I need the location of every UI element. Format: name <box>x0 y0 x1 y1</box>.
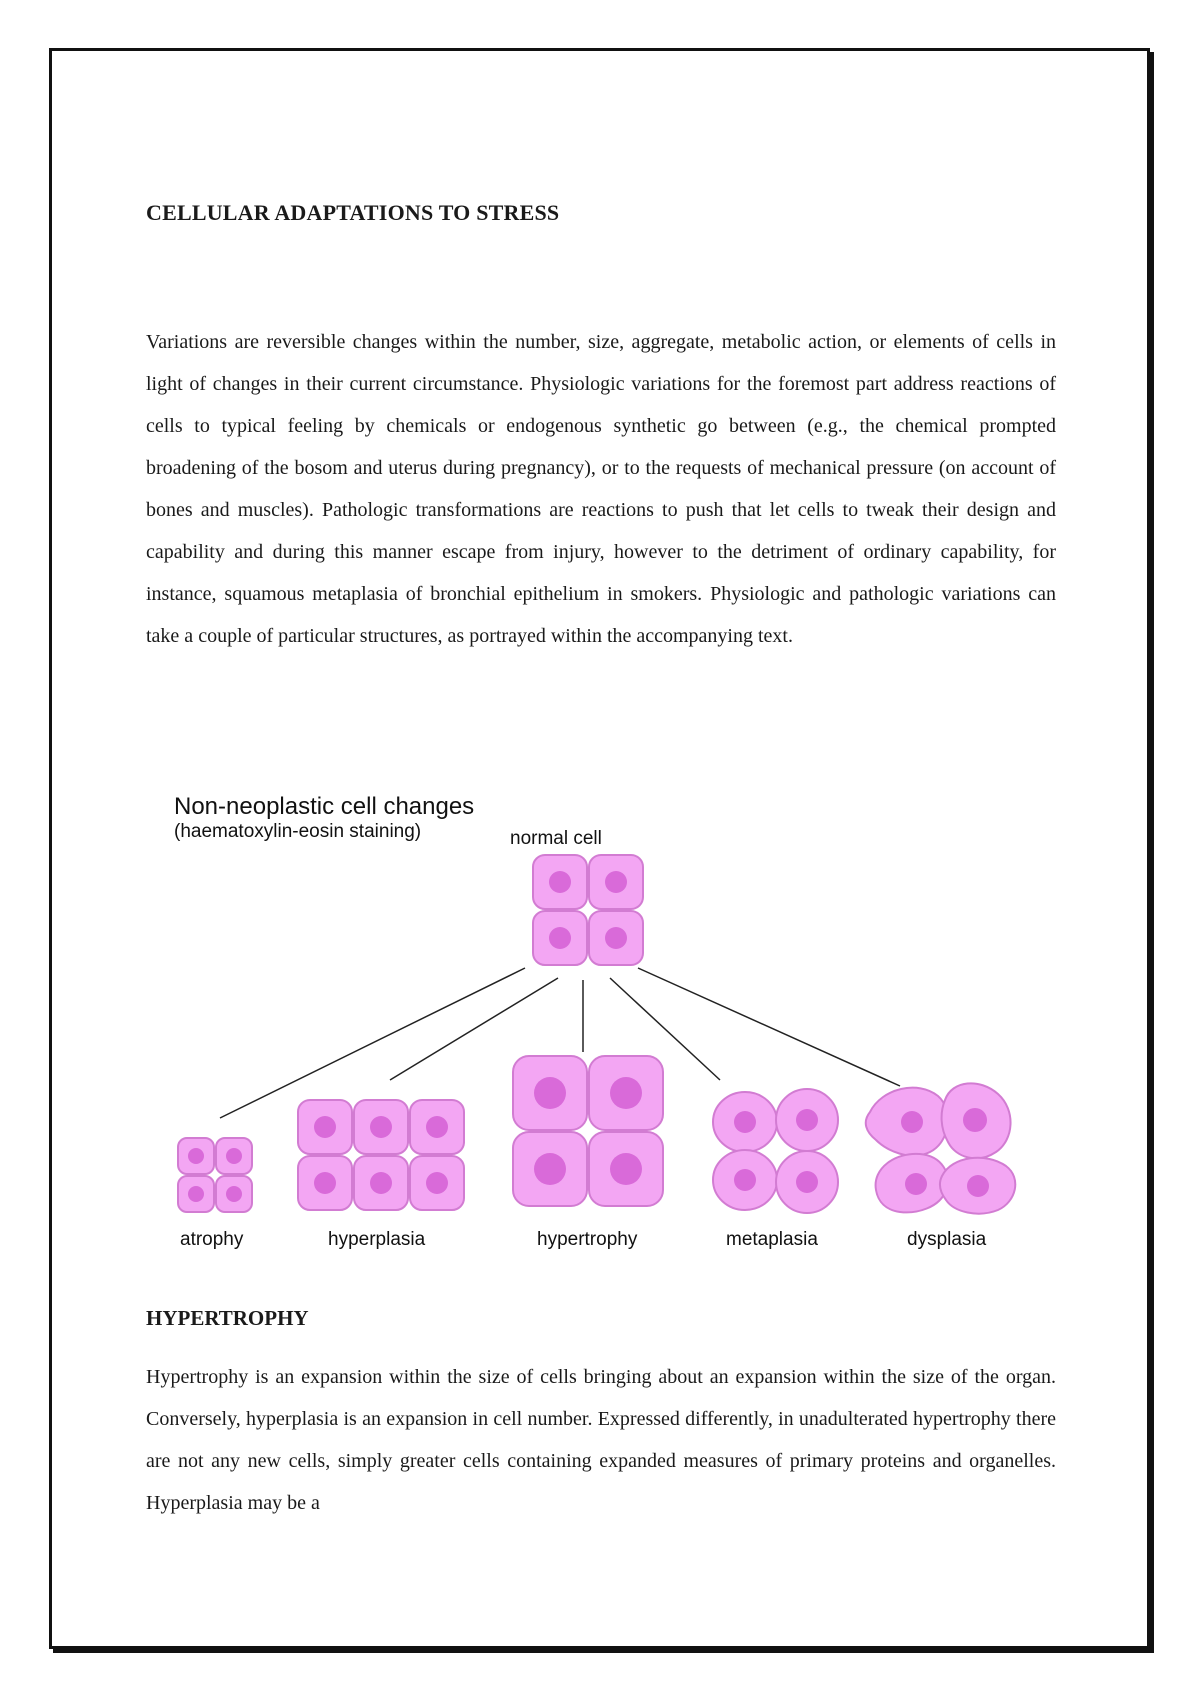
figure-subtitle: (haematoxylin-eosin staining) <box>174 821 422 842</box>
cell-changes-figure <box>160 780 1040 1260</box>
connector-atrophy <box>220 968 525 1118</box>
label-metaplasia: metaplasia <box>726 1229 818 1250</box>
figure-title: Non-neoplastic cell changes <box>174 793 475 820</box>
document-header <box>146 200 1056 226</box>
label-atrophy: atrophy <box>180 1229 244 1250</box>
document-title: CELLULAR ADAPTATIONS TO STRESS <box>146 200 560 225</box>
intro-paragraph: Variations are reversible changes within the number, size, aggregate, metabolic action, or elements of cells in light of changes in their current circumstance. Physiologic variations for the foremost part address reactions of cells to typical feeling by chemicals or endogenous synthetic go between (e.g., the chemical prompted broadening of the bosom and uterus during pregnancy), or to the requests of mechanical pressure (on account of bones and muscles). Pathologic transformations are reactions to push that let cells to tweak their design and capability and during this manner escape from injury, however to the detriment of ordinary capability, for instance, squamous metaplasia of bronchial epithelium in smokers. Physiologic and pathologic variations can take a couple of particular structures, as portrayed within the accompanying text. <box>146 331 1056 647</box>
dysplasia-cell-group <box>866 1083 1016 1213</box>
hypertrophy-paragraph: Hypertrophy is an expansion within the size of cells bringing about an expansion within the size of the organ. Conversely, hyperplasia is an expansion in cell number. Expressed differently, in unadulterated hypertrophy there are not any new cells, simply greater cells containing expanded measures of primary proteins and organelles. Hyperplasia may be a <box>146 1366 1056 1514</box>
connector-dysplasia <box>638 968 900 1086</box>
metaplasia-cell-group <box>713 1089 838 1213</box>
label-hypertrophy: hypertrophy <box>537 1229 638 1250</box>
hyperplasia-cell-group <box>298 1100 464 1210</box>
normal-cell-group <box>533 855 643 965</box>
label-dysplasia: dysplasia <box>907 1229 987 1250</box>
section-heading-hypertrophy: HYPERTROPHY <box>146 1306 309 1330</box>
label-hyperplasia: hyperplasia <box>328 1229 426 1250</box>
hypertrophy-cell-group <box>513 1056 663 1206</box>
label-normal-cell: normal cell <box>510 828 602 849</box>
figure-svg <box>160 780 1040 1260</box>
atrophy-cell-group <box>178 1138 252 1212</box>
